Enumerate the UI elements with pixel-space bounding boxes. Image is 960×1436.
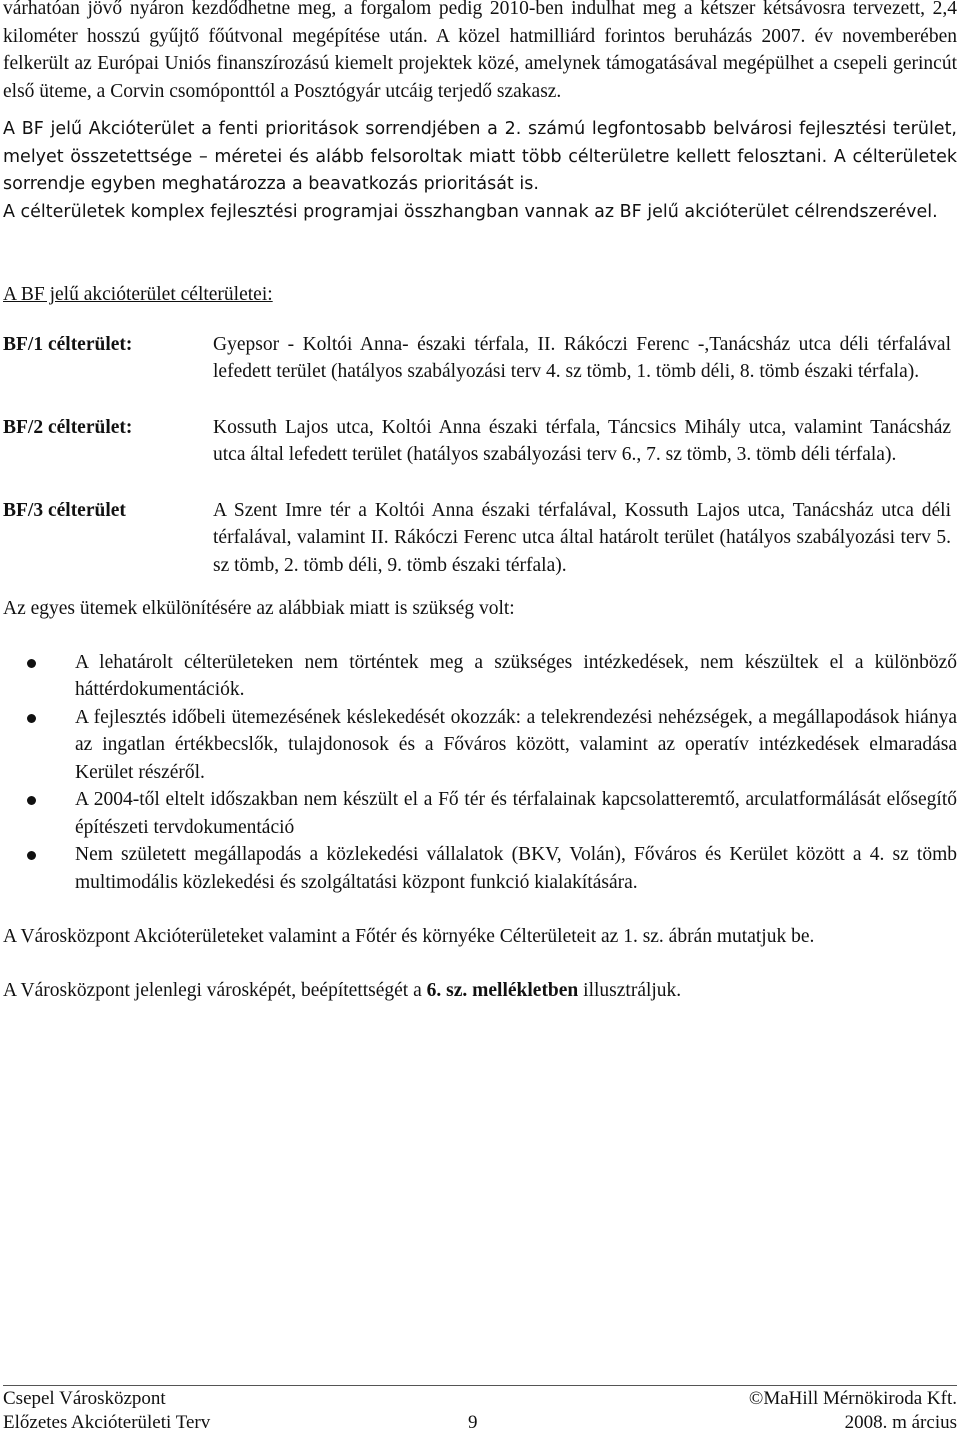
- footer-date: 2008. m árcius: [844, 1412, 957, 1433]
- target-area-bf2: [3, 414, 957, 469]
- annex-reference-start: A Városközpont jelenlegi városképét, beépítettségét a: [3, 979, 427, 1001]
- bullet-icon: [27, 796, 36, 805]
- target-area-bf1: [3, 331, 957, 386]
- intro-paragraph: várhatóan jövő nyáron kezdődhetne meg, a forgalom pedig 2010-ben indulhat meg a kétszer kétsávosra tervezett, 2,4 kilométer hosszú gyűjtő főútvonal megépítése után. A közel hatmilliárd forintos beruházás 2007. év novemberében felkerült az Európai Uniós finanszírozású kiemelt projektek közé, amelynek támogatásával megépülhet a csepeli gerincút első üteme, a Corvin csomóponttól a Posztógyár utcáig terjedő szakasz.: [3, 0, 957, 102]
- target-area-description: Gyepsor - Koltói Anna- északi térfala, II. Rákóczi Ferenc -,Tanácsház utca déli térfalával lefedett terület (hatályos szabályozási terv 4. sz tömb, 1. tömb déli, 8. tömb északi térfala).: [213, 333, 951, 382]
- list-item: [3, 786, 957, 841]
- footer-project-name: Csepel Városközpont: [3, 1388, 166, 1409]
- target-areas-heading: A BF jelű akcióterület célterületei:: [3, 284, 273, 305]
- bullet-icon: [27, 714, 36, 723]
- annex-reference-paragraph: [3, 977, 957, 1005]
- target-area-label: BF/1 célterület:: [3, 333, 133, 355]
- stages-bullet-list: [3, 649, 957, 897]
- list-item: [3, 649, 957, 704]
- annex-reference-end: illusztráljuk.: [578, 979, 682, 1001]
- stages-intro: Az egyes ütemek elkülönítésére az alábbiak miatt is szükség volt:: [3, 598, 515, 619]
- footer-row-top: [3, 1387, 957, 1411]
- bullet-icon: [27, 851, 36, 860]
- list-item-text: A lehatárolt célterületeken nem történtek meg a szükséges intézkedések, nem készültek el a különböző háttérdokumentációk.: [75, 651, 957, 700]
- priority-paragraph: A BF jelű Akcióterület a fenti prioritások sorrendjében a 2. számú legfontosabb belvárosi fejlesztési terület, melyet összetettsége – méretei és alább felsoroltak miatt több célterületre kellett felosztani. A célterületek sorrendje egyben meghatározza a beavatkozás prioritását is.: [3, 119, 957, 194]
- target-area-description: A Szent Imre tér a Koltói Anna északi térfalával, Kossuth Lajos utca, Tanácsház utca déli térfalával, valamint II. Rákóczi Ferenc utca által határolt terület (hatályos szabályozási terv 5. sz tömb, 2. tömb déli, 9. tömb északi térfala).: [213, 499, 951, 576]
- target-area-list: [3, 331, 957, 580]
- target-area-label: BF/2 célterület:: [3, 416, 133, 438]
- annex-reference-bold: 6. sz. mellékletben: [426, 979, 579, 1001]
- list-item: [3, 704, 957, 787]
- target-area-description: Kossuth Lajos utca, Koltói Anna északi térfala, Táncsics Mihály utca, valamint Tanácsház utca által lefedett terület (hatályos szabályozási terv 6., 7. sz tömb, 3. tömb déli térfala).: [213, 416, 951, 465]
- list-item-text: A 2004-től eltelt időszakban nem készült el a Fő tér és térfalainak kapcsolatteremtő, arculatformálását elősegítő építészeti tervdokumentáció: [75, 789, 957, 838]
- page-footer: [3, 1385, 957, 1435]
- page-number: 9: [468, 1412, 478, 1433]
- bullet-icon: [27, 659, 36, 668]
- list-item-text: Nem született megállapodás a közlekedési vállalatok (BKV, Volán), Főváros és Kerület között a 4. sz tömb multimodális közlekedési és szolgáltatási központ funkció kialakítására.: [75, 844, 957, 893]
- list-item: [3, 841, 957, 896]
- footer-row-bottom: [3, 1411, 957, 1435]
- target-area-label: BF/3 célterület: [3, 499, 126, 521]
- target-area-bf3: [3, 497, 957, 580]
- footer-document-title: Előzetes Akcióterületi Terv: [3, 1412, 211, 1433]
- document-page: [3, 0, 957, 1004]
- harmony-paragraph: A célterületek komplex fejlesztési programjai összhangban vannak az BF jelű akcióterület célrendszerével.: [3, 201, 938, 222]
- list-item-text: A fejlesztés időbeli ütemezésének késlekedését okozzák: a telekrendezési nehézségek, a megállapodások hiánya az ingatlan értékbecslők, tulajdonosok és a Főváros között, valamint az operatív intézkedések elmaradása Kerület részéről.: [75, 706, 957, 783]
- footer-copyright: ©MaHill Mérnökiroda Kft.: [748, 1388, 957, 1409]
- figure-reference-paragraph: A Városközpont Akcióterületeket valamint a Főtér és környéke Célterületeit az 1. sz. ábrán mutatjuk be.: [3, 926, 815, 947]
